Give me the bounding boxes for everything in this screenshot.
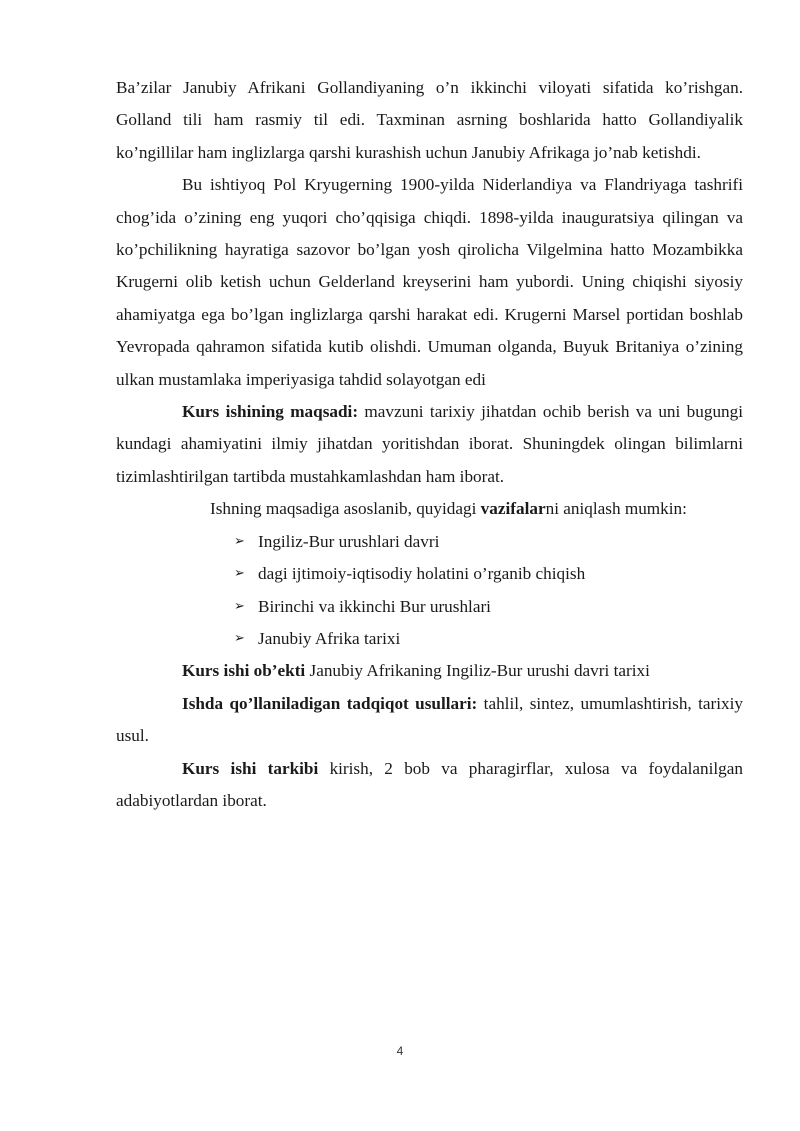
arrow-bullet-icon: ➢ [234, 533, 245, 549]
object-text: Janubiy Afrikaning Ingiliz-Bur urushi davri tarixi [305, 661, 650, 681]
list-item [234, 526, 743, 558]
methods-label: Ishda qo’llaniladigan tadqiqot usullari: [182, 693, 478, 713]
aim-label: Kurs ishining maqsadi: [182, 402, 359, 422]
structure-label: Kurs ishi tarkibi [182, 758, 319, 778]
tasks-intro [210, 493, 743, 525]
tasks-intro-after: ni aniqlash mumkin: [545, 499, 687, 519]
paragraph-object [116, 655, 743, 687]
arrow-bullet-icon: ➢ [234, 630, 245, 646]
paragraph-structure [116, 753, 743, 818]
aim-text: mavzuni tarixiy jihatdan ochib berish va uni bugungi kundagi ahamiyatini ilmiy jihatdan yoritishdan iborat. Shuningdek olingan bilimlarni tizimlashtirilgan tartibda mustahkamlashdan ham iborat. [116, 402, 743, 486]
document-page [116, 72, 743, 817]
paragraph-aim [116, 396, 743, 493]
object-label: Kurs ishi ob’ekti [182, 661, 306, 681]
arrow-bullet-icon: ➢ [234, 566, 245, 582]
paragraph-kruger-visit: Bu ishtiyoq Pol Kryugerning 1900-yilda Niderlandiya va Flandriyaga tashrifi chog’ida o’zining eng yuqori cho’qqisiga chiqdi. 1898-yilda inauguratsiya qilingan va ko’pchilikning hayratiga sazovor bo’lgan yosh qirolicha Vilgelmina hatto Mozambikka Krugerni olib ketish uchun Gelderland kreyserini ham yubordi. Uning chiqishi siyosiy ahamiyatga ega bo’lgan inglizlarga qarshi harakat edi. Krugerni Marsel portidan boshlab Yevropada qahramon sifatida kutib olishdi. Umuman olganda, Buyuk Britaniya o’zining ulkan mustamlaka imperiyasiga tahdid solayotgan edi [116, 175, 743, 389]
tasks-list [116, 526, 743, 656]
task-text: Ingiliz-Bur urushlari davri [258, 531, 440, 551]
list-item [234, 558, 743, 590]
task-text: Birinchi va ikkinchi Bur urushlari [258, 596, 491, 616]
paragraph-dutch-support: Ba’zilar Janubiy Afrikani Gollandiyaning o’n ikkinchi viloyati sifatida ko’rishgan. Golland tili ham rasmiy til edi. Taxminan asrning boshlarida hatto Gollandiyalik ko’ngillilar ham inglizlarga qarshi kurashish uchun Janubiy Afrikaga jo’nab ketishdi. [116, 78, 743, 162]
list-item [234, 623, 743, 655]
methods-text: tahlil, sintez, umumlashtirish, tarixiy usul. [116, 693, 743, 746]
task-text: Janubiy Afrika tarixi [258, 628, 401, 648]
page-number: 4 [396, 1044, 404, 1058]
tasks-intro-before: Ishning maqsadiga asoslanib, quyidagi [210, 499, 481, 519]
structure-text: kirish, 2 bob va pharagirflar, xulosa va foydalanilgan adabiyotlardan iborat. [116, 758, 743, 810]
list-item [234, 591, 743, 623]
task-text: dagi ijtimoiy-iqtisodiy holatini o’rganib chiqish [258, 564, 586, 584]
tasks-intro-bold: vazifalar [480, 499, 546, 519]
arrow-bullet-icon: ➢ [234, 598, 245, 614]
paragraph-methods [116, 688, 743, 753]
